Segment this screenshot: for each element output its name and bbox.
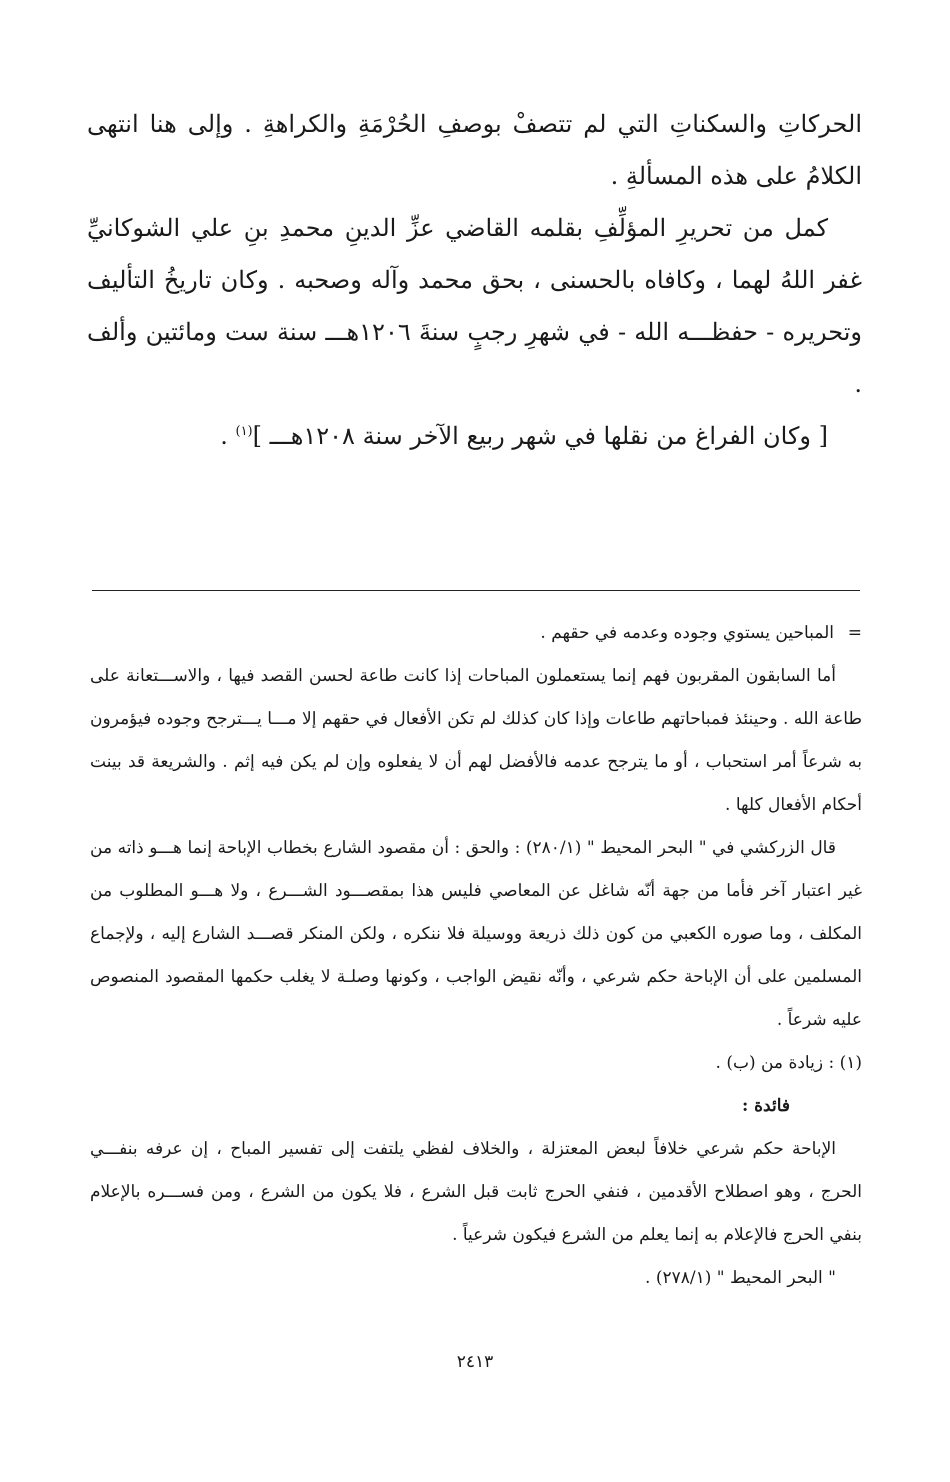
footnote-marker: (١) [235,424,253,439]
benefit-text: الإباحة حكم شرعي خلافاً لبعض المعتزلة ، والخلاف لفظي يلتفت إلى تفسير المباح ، إن عرفه بنفـــي الحرج ، وهو اصطلاح الأقدمين ، فنفي الحرج ثابت قبل الشرع ، فلا يكون من الشرع ، ومن فســـره بالإعلام بنفي الحرج فالإعلام به إنما يعلم من الشرع فيكون شرعياً . [90,1139,862,1245]
footnote-continuation-first [90,612,862,655]
benefit-heading: فائدة : [741,1096,790,1116]
main-paragraph-1: الحركاتِ والسكناتِ التي لم تتصفْ بوصفِ الحُرْمَةِ والكراهةِ . وإلى هنا انتهى الكلامُ على هذه المسألةِ . [87,110,862,190]
footnotes [90,612,862,1300]
end-punctuation: . [220,422,236,450]
footnote-continuation-first-text: المباحين يستوي وجوده وعدمه في حقهم . [540,623,834,643]
main-paragraph-2: كمل من تحريرِ المؤلِّفِ بقلمه القاضي عزِّ الدينِ محمدِ بنِ علي الشوكانيِّ غفر اللهُ لهما ، وكافاه بالحسنى ، بحق محمد وآله وصحبه . وكان تاريخُ التأليف وتحريره - حفظـــه الله - في شهرِ رجبٍ سنةَ ١٢٠٦هـــ سنة ست ومائتين وألف . [87,214,862,398]
main-paragraph-3 [87,410,862,462]
footnote-continuation-paragraph-1: أما السابقون المقربون فهم إنما يستعملون المباحات إذا كانت طاعة لحسن القصد فيها ، والاســـتعانة على طاعة الله . وحينئذ فمباحاتهم طاعات وإذا كان كذلك لم تكن الأفعال في حقهم إلا مـــا يـــترجح وجوده فيؤمرون به شرعاً أمر استحباب ، أو ما يترجح عدمه فالأفضل لهم أن لا يفعلوه وإن لم يكن فيه إثم . والشريعة قد بينت أحكام الأفعال كلها . [90,666,862,815]
continuation-marker: = [847,623,862,643]
benefit-reference: " البحر المحيط " (٢٧٨/١) . [645,1268,836,1288]
main-text [87,98,862,462]
footnote-continuation-paragraph-2: قال الزركشي في " البحر المحيط " (٢٨٠/١) : والحق : أن مقصود الشارع بخطاب الإباحة إنما هـــو ذاته من غير اعتبار آخر فأما من جهة أنّه شاغل عن المعاصي فليس هذا بمقصـــود الشـــرع ، ولا هـــو المطلوب من المكلف ، وما صوره الكعبي من كون ذلك ذريعة ووسيلة فلا ننكره ، ولكن المنكر قصـــد الشارع إليه ، ولإجماع المسلمين على أن الإباحة حكم شرعي ، وأنّه نقيض الواجب ، وكونها وصلـة لا يغلب حكمها المقصود المنصوص عليه شرعاً . [90,838,862,1030]
page-number: ٢٤١٣ [456,1352,494,1372]
copy-completion-note: [ وكان الفراغ من نقلها في شهر ربيع الآخر سنة ١٢٠٨هـــ ] [252,422,828,450]
footnote-separator [92,590,860,591]
footnote-1: (١) : زيادة من (ب) . [715,1053,862,1073]
